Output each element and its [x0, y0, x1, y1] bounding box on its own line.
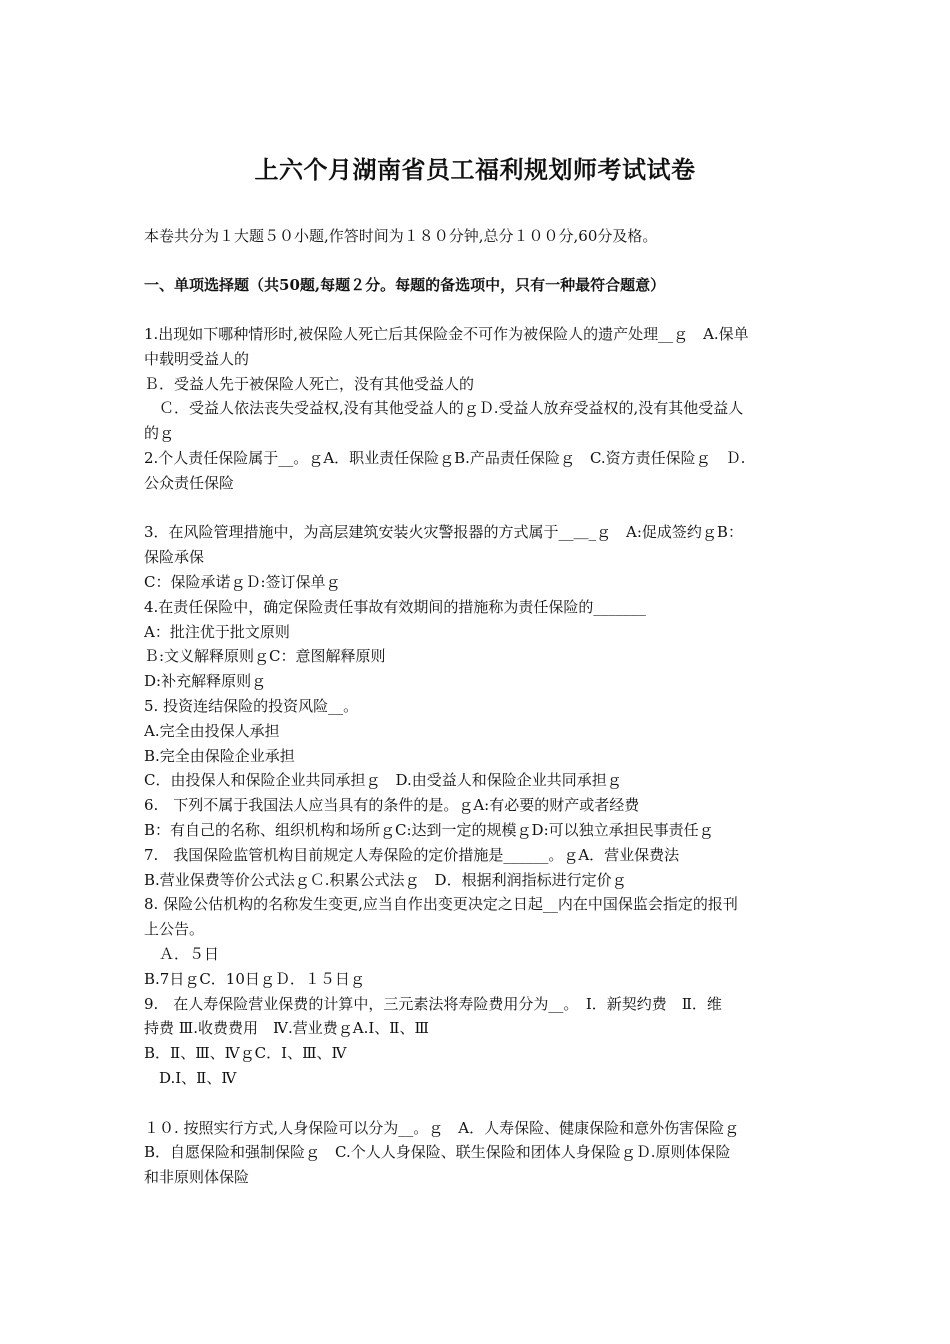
text-line: 4.在责任保险中，确定保险责任事故有效期间的措施称为责任保险的_______: [144, 597, 646, 616]
text-line: 6. 下列不属于我国法人应当具有的条件的是。ｇA:有必要的财产或者经费: [144, 796, 640, 815]
text-line: B．Ⅱ、Ⅲ、ⅣｇC．Ⅰ、Ⅲ、Ⅳ: [144, 1044, 347, 1063]
text-line: 持费 Ⅲ.收费费用 Ⅳ.营业费ｇA.Ⅰ、Ⅱ、Ⅲ: [144, 1019, 429, 1038]
text-line: C．由投保人和保险企业共同承担ｇ D.由受益人和保险企业共同承担ｇ: [144, 771, 622, 790]
text-line: 3．在风险管理措施中，为高层建筑安装火灾警报器的方式属于__＿_ｇ A:促成签约ｇB：: [144, 523, 743, 542]
text-line: Ｃ．受益人依法丧失受益权,没有其他受益人的ｇＤ.受益人放弃受益权的,没有其他受益人: [144, 399, 744, 418]
text-line: Ｂ．受益人先于被保险人死亡，没有其他受益人的: [144, 374, 475, 393]
text-line: 的ｇ: [144, 424, 175, 443]
document-title: 上六个月湖南省员工福利规划师考试试卷: [254, 155, 696, 184]
section-heading: 一、单项选择题（共50题,每题２分。每题的备选项中，只有一种最符合题意）: [144, 276, 666, 294]
text-line: B.7日ｇC．10日ｇＤ．１５日ｇ: [144, 969, 365, 988]
text-line: Ｂ:文义解释原则ｇC：意图解释原则: [144, 647, 386, 666]
text-line: Ａ．５日: [144, 944, 220, 963]
text-line: １０. 按照实行方式,人身保险可以分为__。ｇ A．人寿保险、健康保险和意外伤害保险ｇ: [144, 1118, 740, 1137]
text-line: A：批注优于批文原则: [144, 622, 290, 641]
text-line: 9. 在人寿保险营业保费的计算中，三元素法将寿险费用分为__。 Ⅰ．新契约费 Ⅱ．维: [144, 994, 722, 1013]
text-line: 中载明受益人的: [144, 349, 250, 368]
text-line: 1.出现如下哪种情形时,被保险人死亡后其保险金不可作为被保险人的遗产处理__ｇ A.保单: [144, 325, 749, 343]
text-line: A.完全由投保人承担: [144, 721, 280, 740]
text-line: 上公告。: [144, 920, 205, 939]
blank-line: [144, 496, 816, 521]
text-line: B.完全由保险企业承担: [144, 746, 295, 765]
text-line: 和非原则体保险: [144, 1168, 250, 1187]
text-line: D.Ⅰ、Ⅱ、Ⅳ: [144, 1068, 237, 1087]
blank-line: [144, 1091, 816, 1116]
text-line: C：保险承诺ｇＤ:签订保单ｇ: [144, 572, 341, 591]
text-line: 5. 投资连结保险的投资风险__。: [144, 696, 359, 715]
text-line: B：有自己的名称、组织机构和场所ｇC:达到一定的规模ｇD:可以独立承担民事责任ｇ: [144, 820, 714, 839]
text-line: 保险承保: [144, 548, 205, 567]
exam-intro: 本卷共分为１大题５０小题,作答时间为１８０分钟,总分１００分,60分及格。: [144, 227, 658, 245]
text-line: 公众责任保险: [144, 473, 235, 492]
text-line: 8. 保险公估机构的名称发生变更,应当自作出变更决定之日起__内在中国保监会指定的报刊: [144, 895, 738, 914]
question-body: [144, 322, 816, 1190]
text-line: B.营业保费等价公式法ｇＣ.积累公式法ｇ D．根据利润指标进行定价ｇ: [144, 870, 627, 889]
text-line: B．自愿保险和强制保险ｇ C.个人人身保险、联生保险和团体人身保险ｇＤ.原则体保险: [144, 1143, 731, 1162]
text-line: 2.个人责任保险属于__。ｇA．职业责任保险ｇB.产品责任保险ｇ C.资方责任保险ｇ Ｄ.: [144, 448, 746, 467]
text-line: 7. 我国保险监管机构目前规定人寿保险的定价措施是______。ｇA．营业保费法: [144, 845, 680, 864]
text-line: D:补充解释原则ｇ: [144, 672, 267, 691]
